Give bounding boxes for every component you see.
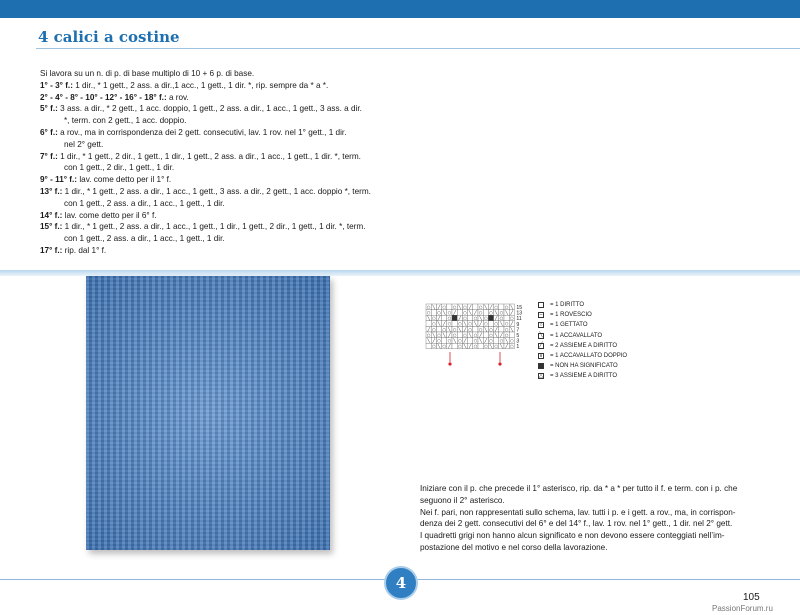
- chart-symbol: ╱: [463, 338, 467, 343]
- chart-symbol: ○: [478, 304, 483, 310]
- chart-symbol: ○: [489, 310, 493, 315]
- title-rule: [36, 48, 800, 49]
- chart-symbol: ╱: [494, 326, 498, 332]
- chart-cell: [468, 338, 473, 344]
- chart-symbol: ╱: [489, 304, 493, 310]
- chart-symbol: ○: [494, 304, 499, 310]
- chart-cell: [447, 304, 452, 310]
- chart-symbol: ○: [468, 326, 473, 332]
- chart-symbol: ╲: [505, 310, 508, 315]
- chart-symbol: ○: [447, 310, 452, 315]
- chart-symbol: ╱: [432, 338, 436, 343]
- notes-line: Iniziare con il p. che precede il 1° asterisco, rip. da * a * per tutto il f. e term. con i p. che: [420, 484, 738, 493]
- chart-symbol: ╱: [510, 310, 514, 315]
- chart-cell: [499, 326, 504, 332]
- chart-cell: [483, 332, 488, 338]
- instruction-row: 13° f.: 1 dir., * 1 gett., 2 ass. a dir., 1 acc., 1 gett., 3 ass. a dir., 2 gett., 1 acc. doppio *, term.: [40, 186, 371, 196]
- chart-cell: [473, 326, 478, 332]
- chart-symbol: ╲: [437, 321, 441, 327]
- chart-symbol: ╱: [468, 343, 472, 349]
- chart-symbol: ╱: [437, 304, 441, 310]
- chart-symbol: ╲: [453, 338, 456, 343]
- chart-symbol: ○: [473, 315, 478, 321]
- chart-symbol: ○: [489, 338, 493, 343]
- chart-symbol: ╲: [442, 332, 446, 338]
- chart-cell: [488, 321, 493, 327]
- instruction-intro: Si lavora su un n. di p. di base multiplo di 10 + 6 p. di base.: [40, 69, 255, 78]
- stitch-legend: [538, 300, 627, 382]
- chart-symbol: ○: [447, 338, 452, 343]
- chart-cell: [426, 343, 431, 349]
- chart-symbol: ╱: [448, 343, 451, 349]
- chart-symbol: ○: [437, 338, 441, 343]
- chart-symbol: ╲: [474, 321, 477, 327]
- chart-symbol: ╲: [427, 315, 430, 321]
- asterisk-marker-icon: [498, 362, 501, 365]
- chart-symbol: ╱: [453, 310, 456, 315]
- chart-cell: [499, 304, 504, 310]
- repeat-markers: [448, 352, 501, 366]
- instruction-continuation: nel 2° gett.: [64, 139, 104, 149]
- chart-symbol: ╲: [458, 304, 462, 310]
- chart-row-label: 5: [516, 333, 520, 339]
- chart-symbol: ○: [499, 315, 504, 321]
- chart-row-label: 11: [516, 316, 522, 323]
- page-title: 4 calici a costine: [38, 28, 180, 46]
- chart-cell: [478, 343, 483, 349]
- chart-symbol: ╲: [505, 338, 508, 343]
- chart-cell: [452, 343, 457, 349]
- chart-symbol: ╱: [458, 315, 462, 321]
- legend-item: △ = 3 ASSIEME A DIRITTO: [539, 372, 618, 380]
- notes-line: denza dei 2 gett. consecutivi del 6° e del 14° f., lav. 1 rov. nel 1° gett., 1 dir. nel 2° gett.: [420, 519, 733, 529]
- chart-symbol: ╲: [494, 332, 498, 338]
- instruction-row: 2° - 4° - 8° - 10° - 12° - 16° - 18° f.: a rov.: [40, 92, 189, 102]
- chart-symbol: ○: [473, 332, 478, 338]
- chart-symbol: ╱: [500, 332, 503, 338]
- chart-symbol: ○: [463, 332, 467, 338]
- notes-line: Nei f. pari, non rappresentati sullo schema, lav. tutti i p. e i gett. a rov., ma, in corrispon-: [420, 507, 736, 517]
- legend-item: ∧ = 1 ACCAVALLATO DOPPIO: [539, 352, 628, 360]
- chart-symbol: ╲: [448, 326, 451, 332]
- chart-cell: [468, 315, 473, 321]
- chart-symbol: ○: [457, 321, 462, 327]
- chart-symbol: ╲: [427, 338, 430, 343]
- chart-symbol: ○: [426, 332, 431, 338]
- chart-cell: [494, 338, 499, 344]
- instruction-row: 17° f.: rip. dal 1° f.: [40, 245, 107, 255]
- chart-symbol: ○: [478, 310, 483, 315]
- chart-cell: [436, 326, 441, 332]
- filled-square-icon: [538, 363, 544, 369]
- chart-symbol: ○: [442, 326, 447, 332]
- instruction-continuation: *, term. con 2 gett., 1 acc. doppio.: [64, 116, 187, 126]
- instruction-row: 1° - 3° f.: 1 dir., * 1 gett., 2 ass. a dir.,1 acc., 1 gett., 1 dir. *, rip. sempre da * a *.: [40, 80, 329, 90]
- chart-symbol: ○: [473, 343, 478, 349]
- legend-item: ○ = 1 GETTATO: [539, 321, 588, 329]
- chart-symbol: ○: [463, 315, 467, 321]
- chart-symbol: ○: [509, 338, 514, 343]
- chart-symbol: ╱: [437, 315, 441, 321]
- stitch-chart: [424, 302, 528, 368]
- chart-cell: [442, 315, 447, 321]
- chart-row-label: 13: [516, 310, 523, 317]
- chart-symbol: ╲: [510, 326, 514, 332]
- chart-symbol: ╲: [484, 326, 488, 332]
- chart-row-label: 1: [516, 344, 520, 351]
- chart-symbol: ○: [499, 338, 504, 343]
- chart-symbol: ╲: [484, 304, 488, 310]
- chart-cell: [488, 315, 493, 321]
- instructions-block: [40, 68, 390, 257]
- chart-symbol: ○: [447, 315, 452, 321]
- chart-symbol: ╲: [432, 332, 436, 338]
- chart-symbol: ╲: [437, 343, 441, 349]
- notes-line: postazione del motivo e nel corso della lavorazione.: [420, 542, 608, 552]
- chart-symbol: ╱: [484, 338, 488, 343]
- legend-item: – = 1 ROVESCIO: [539, 311, 592, 319]
- chart-cell: [457, 310, 462, 316]
- chart-symbol: ╱: [479, 332, 482, 338]
- circle-square-icon: ○: [539, 321, 543, 328]
- slash-square-icon: ╱: [539, 342, 543, 349]
- chart-cell: [452, 315, 457, 321]
- chart-symbol: ○: [442, 343, 447, 349]
- legend-item: ╲ = 1 ACCAVALLATO: [539, 332, 603, 339]
- chart-symbol: ○: [442, 304, 447, 310]
- chart-symbol: ○: [473, 338, 478, 343]
- chart-symbol: ╱: [468, 304, 472, 310]
- chart-symbol: ○: [452, 332, 457, 338]
- instruction-row: 6° f.: a rov., ma in corrispondenza dei 2 gett. consecutivi, lav. 1 rov. nel 1° gett., 1 dir.: [40, 127, 347, 137]
- chart-symbol: ○: [437, 310, 441, 315]
- chart-symbol: ╱: [448, 332, 451, 338]
- page-number: 105: [743, 592, 760, 603]
- chart-cell: [426, 321, 431, 327]
- chart-symbol: ○: [504, 321, 509, 327]
- chart-symbol: ○: [452, 304, 457, 310]
- top-color-bar: [0, 0, 800, 18]
- chart-cell: [442, 338, 447, 344]
- chart-row-label: 9: [516, 321, 520, 328]
- chart-symbol: ○: [431, 326, 436, 332]
- chart-symbol: ○: [431, 321, 436, 327]
- chart-symbol: ╱: [474, 310, 477, 315]
- chart-cell: [457, 332, 462, 338]
- triangle-square-icon: △: [539, 372, 543, 379]
- chart-symbol: ╲: [458, 326, 462, 332]
- chart-symbol: ╲: [500, 321, 503, 327]
- chart-symbol: ╱: [427, 326, 430, 332]
- chart-symbol: ○: [478, 326, 483, 332]
- instruction-row: 7° f.: 1 dir., * 1 gett., 2 dir., 1 gett., 1 dir., 1 gett., 2 ass. a dir., 1 acc., 1 gett., 1 dir. *, term.: [40, 151, 361, 161]
- chart-symbol: ╲: [489, 343, 493, 349]
- notes-line: seguono il 2° asterisco.: [420, 495, 505, 505]
- chart-symbol: ╲: [479, 315, 482, 321]
- watermark: PassionForum.ru: [712, 604, 773, 613]
- chart-symbol: ╱: [494, 315, 498, 321]
- chart-symbol: ○: [457, 338, 462, 343]
- dash-square-icon: –: [539, 311, 543, 318]
- caret-square-icon: ∧: [539, 352, 543, 359]
- chart-cell: [452, 321, 457, 327]
- legend-item: = 1 DIRITTO: [538, 300, 627, 310]
- legend-item: = NON HA SIGNIFICATO: [538, 361, 627, 371]
- chart-symbol: ╲: [468, 310, 472, 315]
- chart-symbol: ○: [494, 321, 499, 327]
- chart-symbol: ╲: [494, 310, 498, 315]
- chart-symbol: ○: [494, 343, 499, 349]
- chart-symbol: ○: [504, 326, 509, 332]
- chart-symbol: ○: [504, 304, 509, 310]
- chart-symbol: ○: [468, 321, 473, 327]
- chart-symbol: ╱: [463, 326, 467, 332]
- chart-cell: [483, 310, 488, 316]
- chart-symbol: ╲: [468, 332, 472, 338]
- instruction-row: 9° - 11° f.: lav. come detto per il 1° f.: [40, 175, 172, 185]
- notes-line: I quadretti grigi non hanno alcun significato e non devono essere conteggiati nell’im-: [420, 531, 725, 541]
- chart-symbol: ○: [483, 321, 488, 327]
- chart-symbol: ╲: [463, 321, 467, 327]
- chart-symbol: ╱: [479, 321, 482, 327]
- chart-symbol: ○: [447, 321, 452, 327]
- instruction-continuation: con 1 gett., 2 dir., 1 gett., 1 dir.: [64, 163, 175, 173]
- chart-symbol: ○: [452, 326, 457, 332]
- chart-symbol: ○: [483, 315, 488, 321]
- chart-symbol: ○: [426, 304, 431, 310]
- chapter-badge: 4: [384, 566, 418, 600]
- chart-symbol: ○: [509, 315, 514, 321]
- knit-swatch-photo: [86, 276, 330, 550]
- chart-cell: [473, 304, 478, 310]
- chart-symbol: ○: [426, 310, 431, 315]
- backslash-square-icon: ╲: [539, 332, 543, 339]
- chart-symbol: ○: [463, 310, 467, 315]
- chart-symbol: ○: [463, 304, 467, 310]
- instruction-row: 14° f.: lav. come detto per il 6° f.: [40, 210, 157, 220]
- chart-symbol: ╲: [442, 310, 446, 315]
- chart-row-label: 7: [516, 327, 520, 334]
- chart-symbol: ○: [431, 343, 436, 349]
- instruction-continuation: con 1 gett., 2 ass. a dir., 1 acc., 1 gett., 1 dir.: [64, 198, 225, 208]
- instruction-row: 5° f.: 3 ass. a dir., * 2 gett., 1 acc. doppio, 1 gett., 2 ass. a dir., 1 acc., 1 gett., 3 ass. a dir.: [40, 104, 362, 114]
- chart-symbol: ╲: [479, 338, 482, 343]
- chart-cell: [504, 315, 509, 321]
- chart-symbol: ╲: [500, 343, 503, 349]
- chart-symbol: ○: [431, 315, 436, 321]
- chart-row-labels: [516, 305, 522, 350]
- chart-cell: [509, 332, 514, 338]
- chart-symbol: ╲: [463, 343, 467, 349]
- chart-symbol: ○: [499, 310, 504, 315]
- instruction-continuation: con 1 gett., 2 ass. a dir., 1 acc., 1 gett., 1 dir.: [64, 234, 225, 244]
- chart-symbol: ╱: [505, 343, 508, 349]
- chart-symbol: ○: [489, 326, 493, 332]
- asterisk-marker-icon: [448, 362, 451, 365]
- chart-symbol: ○: [489, 332, 493, 338]
- instruction-row: 15° f.: 1 dir., * 1 gett., 2 ass. a dir., 1 acc., 1 gett., 1 dir., 1 gett., 2 dir., 1 gett., 1 dir. *, term.: [40, 222, 366, 232]
- chart-symbol: ╲: [432, 304, 436, 310]
- chart-row-label: 3: [516, 338, 520, 345]
- chart-grid: [426, 304, 514, 349]
- chart-row-label: 15: [516, 305, 523, 311]
- chart-symbol: ○: [504, 332, 509, 338]
- chart-symbol: ○: [509, 343, 514, 349]
- chart-symbol: ○: [483, 343, 488, 349]
- legend-item: ╱ = 2 ASSIEME A DIRITTO: [539, 342, 618, 349]
- chart-symbol: ○: [437, 332, 441, 338]
- chart-symbol: ╱: [442, 321, 446, 327]
- chart-symbol: ╱: [510, 321, 514, 327]
- chart-symbol: ○: [457, 343, 462, 349]
- chart-cell: [431, 310, 436, 316]
- chart-symbol: ╲: [510, 304, 514, 310]
- empty-square-icon: [538, 302, 544, 308]
- notes-block: [420, 483, 770, 554]
